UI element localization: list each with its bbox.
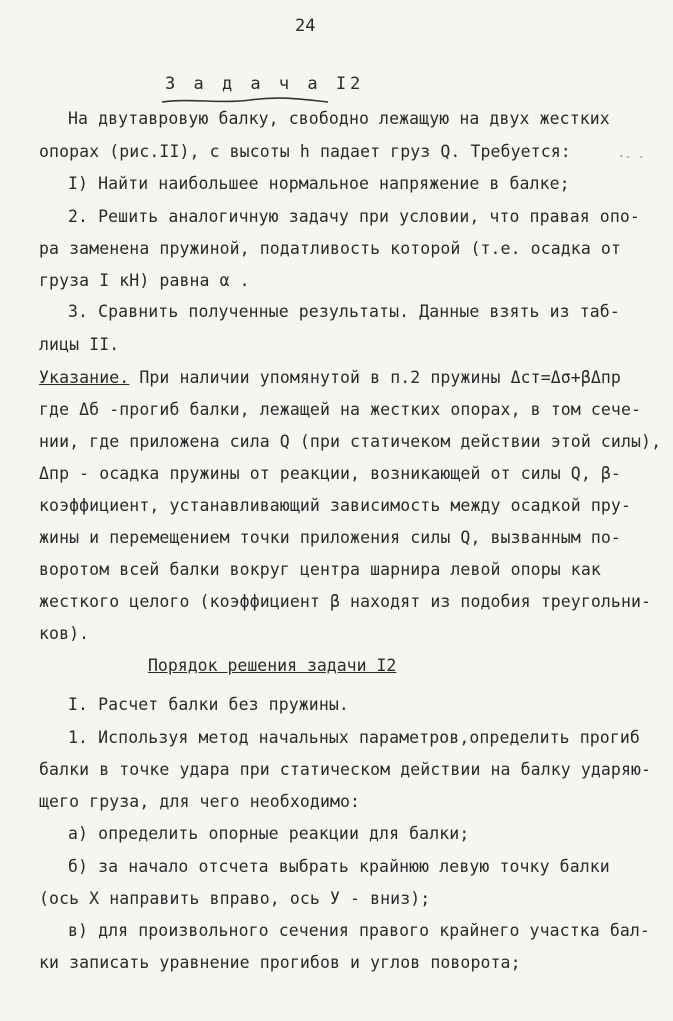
hint-line-4: коэффициент, устанавливающий зависимость между осадкой пру- xyxy=(39,496,631,515)
intro-line-1: На двутавровую балку, свободно лежащую на двух жестких xyxy=(68,109,610,128)
hint-line-7: жесткого целого (коэффициент β находят из подобия треугольни- xyxy=(39,592,652,611)
step-2-line-1: 1. Используя метод начальных параметров,определить прогиб xyxy=(68,728,640,747)
hint-line-8: ков). xyxy=(39,624,90,643)
margin-mark: ·- - xyxy=(618,150,645,163)
order-title: Порядок решения задачи I2 xyxy=(148,656,397,675)
step-b-line-2: (ось X направить вправо, ось У - вниз); xyxy=(39,889,431,908)
page-number: 24 xyxy=(295,16,316,36)
item-3-line-2: лицы II. xyxy=(39,335,120,354)
item-3-line-1: 3. Сравнить полученные результаты. Данные взять из таб- xyxy=(68,302,620,321)
item-2-line-1: 2. Решить аналогичную задачу при условии, что правая опо- xyxy=(68,207,640,226)
hint-line-2: нии, где приложена сила Q (при статичеком действии этой силы), xyxy=(39,432,662,451)
item-2-line-3: груза I кН) равна α . xyxy=(39,271,250,290)
step-c-line-2: ки записать уравнение прогибов и углов поворота; xyxy=(39,953,521,972)
step-1: I. Расчет балки без пружины. xyxy=(68,695,349,714)
hint-line-5: жины и перемещением точки приложения силы Q, вызванным по- xyxy=(39,528,621,547)
item-2-line-2: ра заменена пружиной, податливость которой (т.е. осадка от xyxy=(39,239,621,258)
hint-first-line xyxy=(39,367,673,389)
hint-line-1: где Δб -прогиб балки, лежащей на жестких опорах, в том сече- xyxy=(39,400,642,419)
step-c-line-1: в) для произвольного сечения правого крайнего участка бал- xyxy=(68,921,650,940)
step-a: а) определить опорные реакции для балки; xyxy=(68,824,470,843)
hint-line-6: воротом всей балки вокруг центра шарнира левой опоры как xyxy=(39,560,601,579)
title-underline-scribble xyxy=(160,96,330,106)
step-b-line-1: б) за начало отсчета выбрать крайнюю левую точку балки xyxy=(68,857,610,876)
item-1: I) Найти наибольшее нормальное напряжение в балке; xyxy=(68,174,570,193)
step-2-line-2: балки в точке удара при статическом действии на балку ударяю- xyxy=(39,760,652,779)
task-title: З а д а ч а I2 xyxy=(165,74,365,94)
hint-label: Указание. xyxy=(39,368,130,387)
step-2-line-3: щего груза, для чего необходимо: xyxy=(39,792,361,811)
hint-first-text: При наличии упомянутой в п.2 пружины Δст=Δσ+βΔпр xyxy=(129,368,621,387)
intro-line-2: опорах (рис.II), с высоты h падает груз Q. Требуется: xyxy=(39,142,571,161)
hint-line-3: Δпр - осадка пружины от реакции, возникающей от силы Q, β- xyxy=(39,464,621,483)
